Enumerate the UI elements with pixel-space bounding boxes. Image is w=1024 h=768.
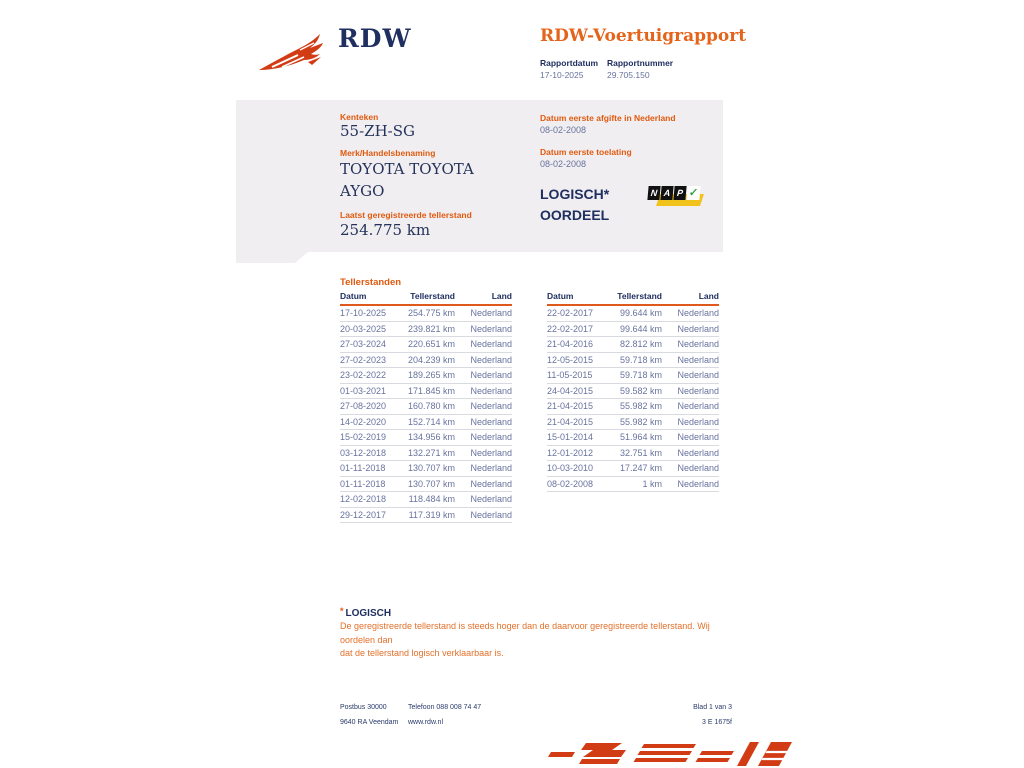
first-issue-date-label: Datum eerste afgifte in Nederland: [540, 113, 676, 123]
cell-land: Nederland: [455, 368, 512, 384]
make-model-label: Merk/Handelsbenaming: [340, 148, 436, 158]
cell-tellerstand: 204.239 km: [405, 352, 455, 368]
last-odometer-value: 254.775 km: [340, 221, 431, 239]
footer-page-number: Blad 1 van 3: [693, 704, 732, 711]
footer-address-line1: Postbus 30000: [340, 704, 387, 711]
table-row: [340, 476, 512, 492]
odometer-table-left: [340, 291, 512, 523]
cell-tellerstand: 152.714 km: [405, 414, 455, 430]
cell-tellerstand: 132.271 km: [405, 445, 455, 461]
cell-tellerstand: 130.707 km: [405, 476, 455, 492]
first-admission-date-value: 08-02-2008: [540, 159, 587, 169]
cell-land: Nederland: [455, 445, 512, 461]
table-row: [547, 399, 719, 415]
table-row: [340, 492, 512, 508]
cell-land: Nederland: [662, 414, 719, 430]
table-row: [547, 305, 719, 321]
nap-letter-a: A: [660, 186, 673, 200]
cell-datum: 10-03-2010: [547, 461, 612, 477]
cell-datum: 01-11-2018: [340, 476, 405, 492]
footnote-title-text: LOGISCH: [345, 608, 392, 619]
cell-datum: 22-02-2017: [547, 321, 612, 337]
cell-datum: 14-02-2020: [340, 414, 405, 430]
cell-land: Nederland: [455, 399, 512, 415]
table-row: [340, 461, 512, 477]
cell-datum: 27-02-2023: [340, 352, 405, 368]
cell-tellerstand: 117.319 km: [405, 507, 455, 523]
cell-datum: 03-12-2018: [340, 445, 405, 461]
footnote-body-line2: dat de tellerstand logisch verklaarbaar is.: [340, 648, 504, 658]
table-row: [340, 430, 512, 446]
cell-datum: 29-12-2017: [340, 507, 405, 523]
column-header-tellerstand: Tellerstand: [612, 291, 662, 305]
column-header-land: Land: [455, 291, 512, 305]
cell-tellerstand: 17.247 km: [612, 461, 662, 477]
footer-website: www.rdw.nl: [408, 719, 444, 726]
table-row: [340, 414, 512, 430]
cell-datum: 01-11-2018: [340, 461, 405, 477]
cell-land: Nederland: [455, 337, 512, 353]
cell-land: Nederland: [662, 305, 719, 321]
report-number-value: 29.705.150: [607, 70, 650, 80]
cell-datum: 21-04-2015: [547, 399, 612, 415]
cell-land: Nederland: [455, 321, 512, 337]
first-admission-date-label: Datum eerste toelating: [540, 147, 632, 157]
cell-datum: 11-05-2015: [547, 368, 612, 384]
footer-phone: Telefoon 088 008 74 47: [408, 704, 482, 711]
cell-tellerstand: 51.964 km: [612, 430, 662, 446]
rdw-wing-logo-icon: [256, 28, 336, 73]
cell-land: Nederland: [455, 352, 512, 368]
cell-tellerstand: 32.751 km: [612, 445, 662, 461]
cell-land: Nederland: [662, 461, 719, 477]
cell-tellerstand: 55.982 km: [612, 414, 662, 430]
table-row: [547, 476, 719, 492]
cell-tellerstand: 239.821 km: [405, 321, 455, 337]
cell-tellerstand: 254.775 km: [405, 305, 455, 321]
cell-land: Nederland: [662, 352, 719, 368]
footer-address: [340, 700, 398, 730]
cell-tellerstand: 59.718 km: [612, 352, 662, 368]
cell-land: Nederland: [662, 445, 719, 461]
table-row: [340, 445, 512, 461]
cell-datum: 21-04-2015: [547, 414, 612, 430]
cell-datum: 27-08-2020: [340, 399, 405, 415]
cell-datum: 23-02-2022: [340, 368, 405, 384]
rdw-logo-text: RDW: [338, 24, 412, 53]
table-row: [340, 337, 512, 353]
table-row: [340, 399, 512, 415]
table-header-row: [340, 291, 512, 305]
cell-land: Nederland: [455, 430, 512, 446]
column-header-tellerstand: Tellerstand: [405, 291, 455, 305]
cell-datum: 15-02-2019: [340, 430, 405, 446]
cell-datum: 12-01-2012: [547, 445, 612, 461]
cell-datum: 12-02-2018: [340, 492, 405, 508]
cell-land: Nederland: [455, 305, 512, 321]
cell-land: Nederland: [455, 461, 512, 477]
column-header-datum: Datum: [340, 291, 405, 305]
table-row: [340, 352, 512, 368]
page-title: RDW-Voertuigrapport: [540, 26, 747, 46]
cell-tellerstand: 220.651 km: [405, 337, 455, 353]
cell-tellerstand: 55.982 km: [612, 399, 662, 415]
cell-tellerstand: 189.265 km: [405, 368, 455, 384]
cell-datum: 01-03-2021: [340, 383, 405, 399]
rdw-stripes-graphic-icon: [538, 740, 792, 768]
odometer-table-right: [547, 291, 719, 492]
cell-land: Nederland: [662, 399, 719, 415]
cell-tellerstand: 171.845 km: [405, 383, 455, 399]
table-row: [547, 337, 719, 353]
cell-tellerstand: 59.718 km: [612, 368, 662, 384]
make-model-value: TOYOTA TOYOTA AYGO: [340, 160, 474, 200]
cell-datum: 22-02-2017: [547, 305, 612, 321]
table-row: [547, 461, 719, 477]
verdict-line1: LOGISCH*: [540, 186, 610, 202]
table-row: [547, 430, 719, 446]
cell-tellerstand: 82.812 km: [612, 337, 662, 353]
table-row: [340, 368, 512, 384]
cell-datum: 27-03-2024: [340, 337, 405, 353]
nap-letter-p: P: [673, 186, 686, 200]
cell-tellerstand: 59.582 km: [612, 383, 662, 399]
footer-address-line2: 9640 RA Veendam: [340, 719, 399, 726]
cell-land: Nederland: [662, 321, 719, 337]
cell-tellerstand: 118.484 km: [405, 492, 455, 508]
cell-land: Nederland: [662, 337, 719, 353]
license-plate-label: Kenteken: [340, 112, 379, 122]
table-row: [547, 368, 719, 384]
nap-logo-icon: [648, 185, 702, 211]
cell-land: Nederland: [662, 430, 719, 446]
column-header-datum: Datum: [547, 291, 612, 305]
footnote-body-line1: De geregistreerde tellerstand is steeds hoger dan de daarvoor geregistreerde tellerstand. Wij oordelen dan: [340, 621, 710, 645]
table-header-row: [547, 291, 719, 305]
report-number-label: Rapportnummer: [607, 58, 674, 68]
report-date-label: Rapportdatum: [540, 58, 599, 68]
table-row: [547, 414, 719, 430]
last-odometer-label: Laatst geregistreerde tellerstand: [340, 210, 472, 220]
cell-datum: 24-04-2015: [547, 383, 612, 399]
cell-datum: 15-01-2014: [547, 430, 612, 446]
cell-tellerstand: 134.956 km: [405, 430, 455, 446]
footer-contact: [408, 700, 481, 730]
nap-letter-n: N: [647, 186, 660, 200]
nap-checkmark-icon: ✓: [688, 187, 699, 199]
cell-land: Nederland: [662, 383, 719, 399]
table-row: [547, 352, 719, 368]
first-issue-date-value: 08-02-2008: [540, 125, 587, 135]
table-row: [547, 321, 719, 337]
table-row: [340, 321, 512, 337]
cell-datum: 12-05-2015: [547, 352, 612, 368]
odometer-section-title: Tellerstanden: [340, 277, 402, 288]
cell-land: Nederland: [455, 507, 512, 523]
footer-form-code: 3 E 1675f: [702, 719, 732, 726]
cell-tellerstand: 1 km: [612, 476, 662, 492]
table-row: [340, 507, 512, 523]
footnote-title: [340, 606, 391, 619]
footnote-body: [340, 620, 738, 661]
cell-datum: 21-04-2016: [547, 337, 612, 353]
cell-tellerstand: 160.780 km: [405, 399, 455, 415]
table-row: [340, 305, 512, 321]
footer-page-info: [540, 700, 732, 730]
report-date-value: 17-10-2025: [540, 70, 584, 80]
footnote-asterisk: *: [340, 606, 344, 616]
cell-tellerstand: 99.644 km: [612, 321, 662, 337]
table-row: [547, 383, 719, 399]
cell-datum: 08-02-2008: [547, 476, 612, 492]
cell-land: Nederland: [662, 368, 719, 384]
license-plate-value: 55-ZH-SG: [340, 122, 415, 140]
cell-datum: 17-10-2025: [340, 305, 405, 321]
cell-land: Nederland: [455, 414, 512, 430]
cell-tellerstand: 99.644 km: [612, 305, 662, 321]
cell-land: Nederland: [455, 492, 512, 508]
verdict-text: [540, 184, 609, 226]
cell-land: Nederland: [662, 476, 719, 492]
table-row: [547, 445, 719, 461]
cell-datum: 20-03-2025: [340, 321, 405, 337]
table-row: [340, 383, 512, 399]
cell-land: Nederland: [455, 383, 512, 399]
column-header-land: Land: [662, 291, 719, 305]
verdict-line2: OORDEEL: [540, 207, 610, 223]
cell-tellerstand: 130.707 km: [405, 461, 455, 477]
cell-land: Nederland: [455, 476, 512, 492]
